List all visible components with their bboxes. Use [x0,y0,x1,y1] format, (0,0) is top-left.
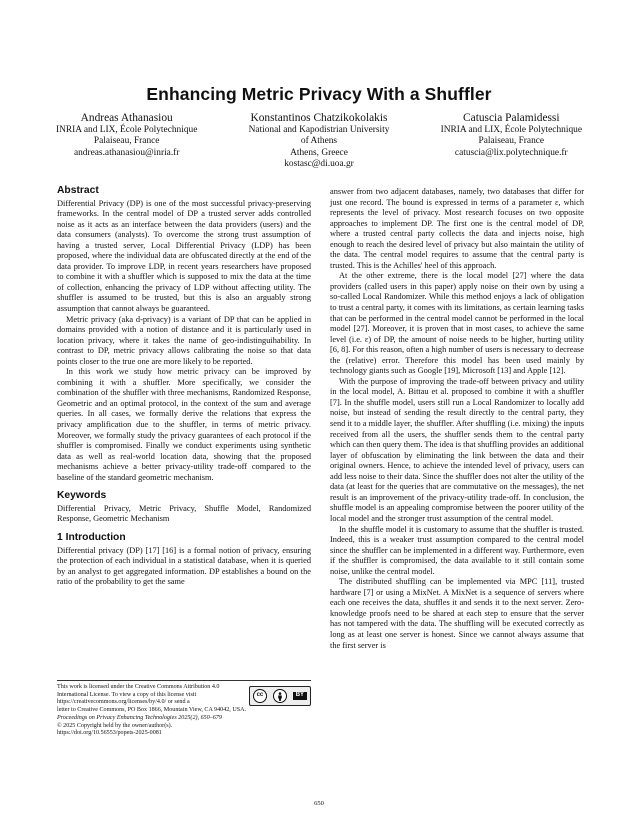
author-name: Catuscia Palamidessi [463,112,560,124]
intro-paragraph-shuffle-model: With the purpose of improving the trade-off between privacy and utility in the local model, A. Bittau et al. proposed to combine it with a shuffler [7]. In the shuffle model, users still run a Local Randomizer to locally add noise, but instead of sending the result directly to the central party, they send it to a middle layer, the shuffler. After shuffling (i.e. mixing) the inputs received from all the users, the shuffler sends them to the central party which can then query them. The idea is that shuffling provides an additional layer of obfuscation by eliminating the link between the data and their original owners. Hence, to achieve the intended level of privacy, users can add less noise to their data. Since the shuffler does not alter the utility of the data (at least for the queries that are commutative on the messages), the net result is an improvement of the privacy-utility trade-off. In conclusion, the shuffle model is an appealing compromise between the poorer utility of the local model and the stronger trust assumption of the central model. [330,376,584,523]
proceedings-line: Proceedings on Privacy Enhancing Technologies 2025(2), 650–679 [57,714,222,721]
author-name: Andreas Athanasiou [80,112,173,124]
abstract-paragraph-1: Differential Privacy (DP) is one of the most successful privacy-preserving frameworks. In the central model of DP a trusted server adds controlled noise as it acts as an interface between the data providers (users) and the data consumers (analysts). To overcome the strong trust assumption of having a trusted server, Local Differential Privacy (LDP) has been proposed, where the individual data are obfuscated directly at the end of the data provider. To improve LDP, in recent years researchers have proposed to combine it with a shuffler which is supposed to mix the data at the time of collection, enhancing the privacy of LDP without affecting utility. The shuffler is assumed to be trusted, but this is also an arguably strong assumption that cannot always be guaranteed. [57,198,311,314]
author-city: Palaiseau, France [478,136,545,147]
by-label: BY [293,692,307,700]
license-address: letter to Creative Commons, PO Box 1866, Mountain View, CA 94042, USA. [57,707,247,714]
author-email[interactable]: andreas.athanasiou@inria.fr [73,147,180,158]
intro-paragraph-local-model: At the other extreme, there is the local model [27] where the data providers (called users in this paper) apply noise on their own by using a so-called Local Randomizer. While this method enjoys a lack of obligation to trust a central party, it comes with its limitations, as certain learning tasks that can be performed in the central model cannot be performed in the local model [27]. Moreover, it is proven that in most cases, to achieve the same level (i.e. ε) of DP, the amount of noise needs to be higher, hurting utility [6, 8]. For this reason, often a high number of users is necessary to decrease the (relative) error. Therefore this model has been used mainly by technology giants such as Google [19], Microsoft [13] and Apple [12]. [330,271,584,376]
keywords-text: Differential Privacy, Metric Privacy, Shuffle Model, Randomized Response, Geometric Mechanism [57,503,311,524]
intro-paragraph-cont: answer from two adjacent databases, namely, two databases that differ for just one record. The bound is expressed in terms of a parameter ε, which represents the level of privacy. Most research focuses on two opposite approaches to implement DP. The first one is the central model of DP, where a trusted central party collects the data and injects noise, high enough to reach the desired level of privacy but also maintain the utility of the data. The central model requires to assume that the central party is trusted. This is the Achilles' heel of this approach. [330,187,584,270]
copyright-line: © 2025 Copyright held by the owner/author(s). [57,722,173,729]
introduction-paragraph-1: Differential privacy (DP) [17] [16] is a formal notion of privacy, ensuring the protection of each individual in a statistical database, when it is queried by an analyst to get aggregated information. DP establishes a bound on the ratio of the probability to get the same [57,545,311,587]
intro-paragraph-mixnet: The distributed shuffling can be implemented via MPC [11], trusted hardware [7] or using a MixNet. A MixNet is a sequence of servers where each one receives the data, shuffles it and sends it to the next server. Zero-knowledge proofs need to be shared at each step to ensure that the server has not tampered with the data. The shuffling will be executed correctly as long as at least one server is honest. Since we cannot always assume that the first server is [330,577,584,650]
abstract-heading: Abstract [57,185,99,196]
page-number: 650 [314,800,324,807]
author-affiliation: National and Kapodistrian University [248,125,390,135]
right-column [330,187,584,651]
author-affiliation: INRIA and LIX, École Polytechnique [440,125,582,135]
author-2 [249,111,390,171]
doi-link[interactable]: https://doi.org/10.56553/popets-2025-0081 [57,730,162,737]
author-affiliation-cont: of Athens [300,136,338,147]
cc-logo-icon: cc [253,689,267,703]
author-affiliation: INRIA and LIX, École Polytechnique [56,125,198,135]
author-1 [56,111,197,171]
license-text: This work is licensed under the Creative Commons Attribution 4.0 International License. To view a copy of this license visit https://creativecommons.org/licenses/by/4.0/ or send a [57,684,220,706]
license-footnote [57,680,311,738]
footnote-rule [57,680,311,681]
author-name: Konstantinos Chatzikokolakis [250,112,388,124]
abstract-paragraph-3: In this work we study how metric privacy can be improved by combining it with a shuffler. More specifically, we consider the combination of the shuffler with three mechanisms, Randomized Response, Geometric and an optimal protocol, in the context of the sum and average queries. In all cases, we formally derive the relations that express the privacy amplification due to the shuffler, in terms of metric privacy. Moreover, we formally study the privacy guarantees of each protocol if the shuffler is compromised. Finally we conduct experiments using synthetic data as well as real-world location data, showing that the proposed mechanisms achieve a better privacy-utility trade-off compared to the baseline of the standard geometric mechanism. [57,367,311,482]
cc-by-badge[interactable] [249,686,311,706]
author-block [56,111,582,171]
author-email[interactable]: catuscia@lix.polytechnique.fr [454,147,568,158]
author-3 [441,111,582,171]
left-column [57,186,311,588]
intro-paragraph-trust: In the shuffle model it is customary to assume that the shuffler is trusted. Indeed, this is a weaker trust assumption compared to the central model since the shuffler can be implemented in a different way. Furthermore, even if the shuffler is compromised, the data available to it still contain some noise, unlike the central model. [330,524,584,576]
keywords-heading: Keywords [57,490,107,502]
person-icon [276,692,284,701]
footnote-license-row [57,684,311,707]
attribution-person-icon [273,689,287,703]
author-city: Athens, Greece [290,147,348,158]
abstract-paragraph-2: Metric privacy (aka d-privacy) is a variant of DP that can be applied in domains provided with a notion of distance and it is particularly used in location privacy, where it takes the name of geo-indistinguihability. In contrast to DP, metric privacy allows calibrating the noise so that data points closer to the true one are more likely to be reported. [57,314,311,366]
introduction-heading: 1 Introduction [57,531,126,543]
author-city: Palaiseau, France [93,136,160,147]
paper-title: Enhancing Metric Privacy With a Shuffler [146,84,492,104]
author-email[interactable]: kostasc@di.uoa.gr [284,159,354,170]
